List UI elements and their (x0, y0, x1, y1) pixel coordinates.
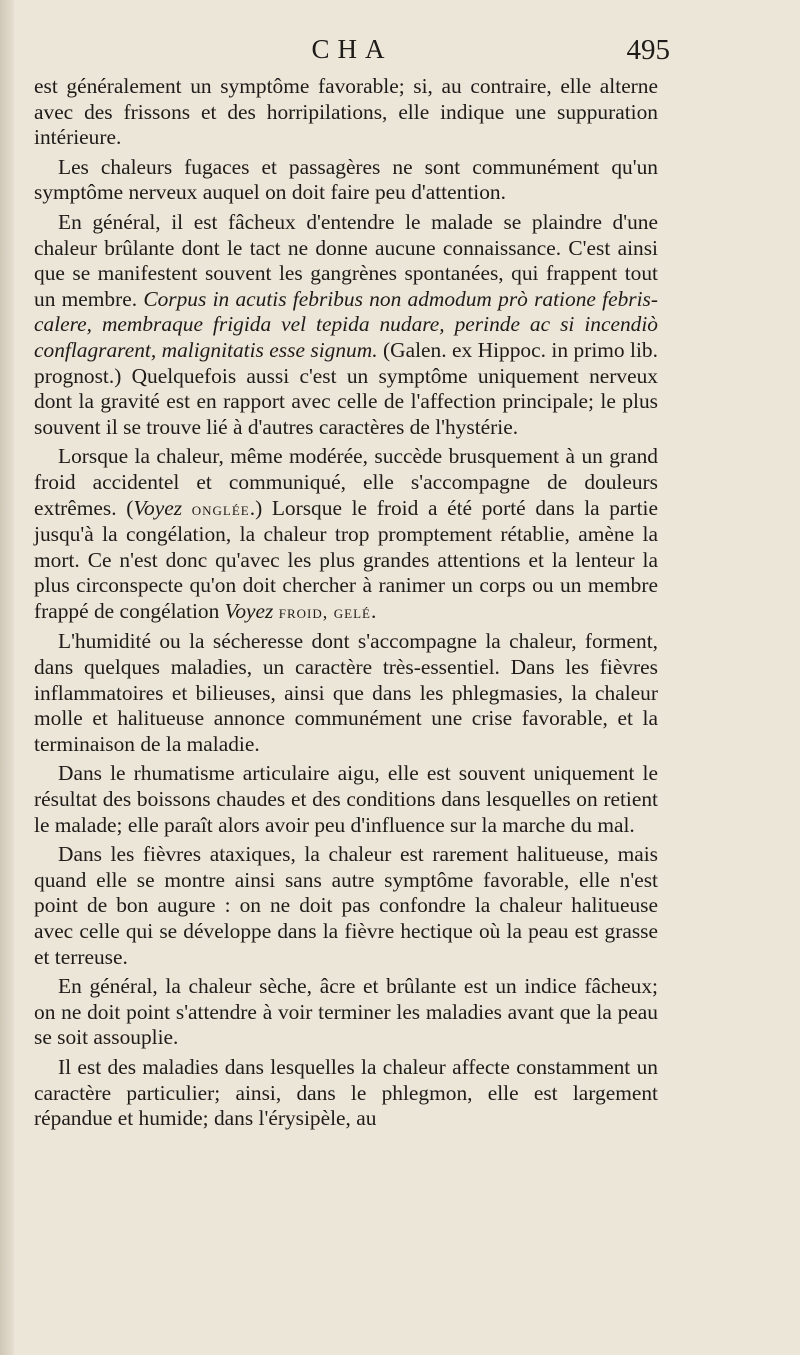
paragraph-4-text-a: Lorsque la chaleur, même modérée, succède brusquement à un grand froid accidentel et communiqué, elle s'accompagne de douleurs extrêmes. ( (34, 444, 658, 520)
paragraph-8: En général, la chaleur sèche, âcre et brûlante est un indice fâcheux; on ne doit point s'attendre à voir terminer les maladies avant que la peau se soit assouplie. (34, 974, 658, 1050)
paragraph-4 (34, 444, 658, 625)
see-reference-label: Voyez (224, 598, 274, 623)
paragraph-4-text-b: .) Lorsque le froid a été porté dans la partie jusqu'à la congélation, la chaleur trop promptement rétablie, amène la mort. Ce n'est donc qu'avec les plus grandes attentions et la lenteur la plus circonspecte qu'on doit chercher à ranimer un corps ou un membre frappé de congélation (34, 495, 658, 623)
paragraph-3 (34, 210, 658, 440)
page-header (34, 34, 670, 74)
paragraph-6: Dans le rhumatisme articulaire aigu, elle est souvent uniquement le résultat des boissons chaudes et des conditions dans lesquelles on retient le malade; elle paraît alors avoir peu d'influence sur la marche du mal. (34, 761, 658, 837)
page-gutter (0, 0, 14, 1355)
paragraph-4-text-c: . (370, 598, 377, 623)
paragraph-3-text-b: (Galen. ex Hippoc. in primo lib. prognost.) Quelquefois aussi c'est un symptôme uniquement nerveux dont la gravité est en rapport avec celle de l'affection principale; le plus souvent il se trouve lié à d'autres caractères de l'hystérie. (34, 337, 658, 439)
body-text (34, 74, 658, 1136)
cross-reference-froid-gele: froid, gelé (278, 601, 371, 622)
paragraph-7: Dans les fièvres ataxiques, la chaleur est rarement halitueuse, mais quand elle se montre ainsi sans autre symptôme favorable, elle n'est point de bon augure : on ne doit pas confondre la chaleur halitueuse avec celle qui se développe dans la fièvre hectique où la peau est grasse et terreuse. (34, 842, 658, 969)
paragraph-1: est généralement un symptôme favorable; si, au contraire, elle alterne avec des frissons et des horripilations, elle indique une suppuration intérieure. (34, 74, 658, 150)
page-number: 495 (626, 34, 670, 66)
paragraph-9: Il est des maladies dans lesquelles la chaleur affecte constamment un caractère particulier; ainsi, dans le phlegmon, elle est largement répandue et humide; dans l'érysipèle, au (34, 1054, 658, 1131)
cross-reference-onglee: onglée (191, 498, 250, 519)
running-head: CHA (311, 34, 393, 64)
see-reference-label: Voyez (133, 495, 183, 520)
latin-quotation: Corpus in acutis febribus non admodum prò ratione febris-calere, membraque frigida vel tepida nudare, perinde ac si incendiò conflagrarent, malignitatis esse signum. (34, 286, 658, 362)
paragraph-5: L'humidité ou la sécheresse dont s'accompagne la chaleur, forment, dans quelques maladies, un caractère très-essentiel. Dans les fièvres inflammatoires et bilieuses, ainsi que dans les phlegmasies, la chaleur molle et halitueuse annonce communément une crise favorable, et la terminaison de la maladie. (34, 629, 658, 756)
paragraph-2: Les chaleurs fugaces et passagères ne sont communément qu'un symptôme nerveux auquel on doit faire peu d'attention. (34, 154, 658, 205)
paragraph-3-text-a: En général, il est fâcheux d'entendre le malade se plaindre d'une chaleur brûlante dont le tact ne donne aucune connaissance. C'est ainsi que se manifestent souvent les gangrènes spontanées, qui frappent tout un membre. (34, 209, 658, 311)
